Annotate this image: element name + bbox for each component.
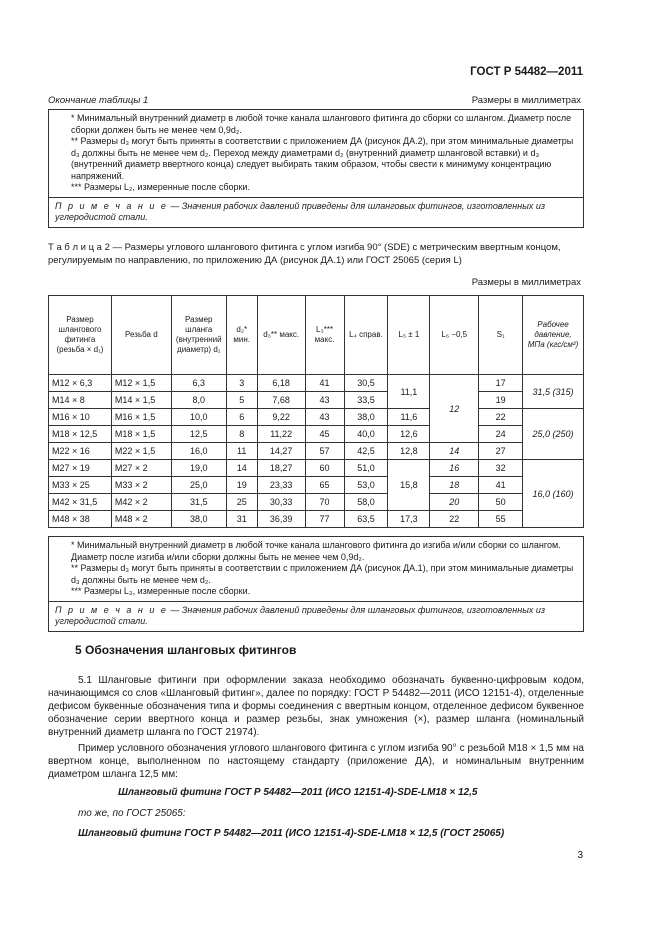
table-cell: 41 xyxy=(479,477,523,494)
table-cell: 63,5 xyxy=(344,511,388,528)
table2-header-cell: d₃** макс. xyxy=(257,296,305,375)
table-cell: 57 xyxy=(305,443,344,460)
table-cell: 24 xyxy=(479,426,523,443)
table1-footnotes xyxy=(49,110,583,197)
table-cell: 15,8 xyxy=(388,460,430,511)
table-cell: 55 xyxy=(479,511,523,528)
table2-header-cell: Размер шланга (внутренний диаметр) d₁ xyxy=(171,296,226,375)
table-cell: M48 × 38 xyxy=(49,511,112,528)
table2-footnotes xyxy=(49,537,583,601)
table-cell: 3 xyxy=(226,375,257,392)
table-cell: 11,6 xyxy=(388,409,430,426)
table-cell: 41 xyxy=(305,375,344,392)
table-row xyxy=(49,494,584,511)
table2-caption-text: — Размеры углового шлангового фитинга с углом изгиба 90° (SDE) с метрическим ввертным концом, регулируемым по направлению, по приложению ДА (рисунок ДА.1) или ГОСТ 25065 (серия L) xyxy=(48,242,561,266)
table-cell: 31,5 (315) xyxy=(523,375,584,409)
table2-header-cell: S₁ xyxy=(479,296,523,375)
table-cell: 16 xyxy=(430,460,479,477)
table-row xyxy=(49,409,584,426)
table2-header-cell: L₄ справ. xyxy=(344,296,388,375)
table2-header-cell: d₂* мин. xyxy=(226,296,257,375)
table1-footnote-3: *** Размеры L₂, измеренные после сборки. xyxy=(71,182,250,192)
table-cell: 16,0 (160) xyxy=(523,460,584,528)
table-cell: 40,0 xyxy=(344,426,388,443)
table2-caption xyxy=(48,241,584,267)
table-cell: M27 × 19 xyxy=(49,460,112,477)
table-cell: 17,3 xyxy=(388,511,430,528)
table-cell: 18 xyxy=(430,477,479,494)
table2 xyxy=(48,295,584,528)
table-cell: 17 xyxy=(479,375,523,392)
table-cell: 8 xyxy=(226,426,257,443)
designation-example-intro: то же, по ГОСТ 25065: xyxy=(78,808,186,819)
table2-units: Размеры в миллиметрах xyxy=(471,277,581,288)
table-cell: 8,0 xyxy=(171,392,226,409)
table-cell: 14,27 xyxy=(257,443,305,460)
table2-footnote-1: * Минимальный внутренний диаметр в любой точке канала шлангового фитинга до изгиба и/или сборки со шлангом. Диаметр после изгиба и/или сборки должны быть не менее чем 0,9d₂. xyxy=(71,540,561,562)
table-cell: M14 × 1,5 xyxy=(111,392,171,409)
table-cell: 25 xyxy=(226,494,257,511)
page-number: 3 xyxy=(577,850,583,861)
table-cell: 53,0 xyxy=(344,477,388,494)
table-cell: M33 × 2 xyxy=(111,477,171,494)
table-cell: 27 xyxy=(479,443,523,460)
table-cell: 5 xyxy=(226,392,257,409)
designation-example: Шланговый фитинг ГОСТ Р 54482—2011 (ИСО 12151-4)-SDE-LM18 × 12,5 xyxy=(118,787,478,798)
table-cell: 12 xyxy=(430,375,479,443)
table-cell: 19 xyxy=(226,477,257,494)
section-title: 5 Обозначения шланговых фитингов xyxy=(75,643,297,657)
table1-footnote-2: ** Размеры d₃ могут быть приняты в соответствии с приложением ДА (рисунок ДА.2), при этом минимальные диаметры d₃ должны быть не менее чем d₂. Переход между диаметрами d₂ (внутренний диаметр шланговой вставки) и d₃ (внутренний диаметр ввертного конца) следует выбирать таким образом, чтобы свести к минимуму концентрацию напряжений. xyxy=(71,136,574,181)
table-cell: 6,3 xyxy=(171,375,226,392)
table-cell: M12 × 1,5 xyxy=(111,375,171,392)
table2-header-cell: Резьба d xyxy=(111,296,171,375)
table2-header-cell: L₃*** макс. xyxy=(305,296,344,375)
table-cell: M42 × 31,5 xyxy=(49,494,112,511)
table-cell: 16,0 xyxy=(171,443,226,460)
table-cell: M27 × 2 xyxy=(111,460,171,477)
table-cell: 14 xyxy=(226,460,257,477)
table-cell: M16 × 10 xyxy=(49,409,112,426)
table-cell: M18 × 12,5 xyxy=(49,426,112,443)
table-row xyxy=(49,392,584,409)
table-cell: 50 xyxy=(479,494,523,511)
table2-footnote-3: *** Размеры L₃, измеренные после сборки. xyxy=(71,586,251,596)
table-cell: 12,8 xyxy=(388,443,430,460)
table-cell: 22 xyxy=(430,511,479,528)
table1-note xyxy=(49,197,583,227)
table2-header-cell: L₆ −0,5 xyxy=(430,296,479,375)
table-cell: 12,5 xyxy=(171,426,226,443)
table1-footnote-1: * Минимальный внутренний диаметр в любой точке канала шлангового фитинга до сборки со шлангом. Диаметр после сборки должен быть не менее чем 0,9d₂. xyxy=(71,113,572,135)
table-cell: 11,1 xyxy=(388,375,430,409)
table-cell: 58,0 xyxy=(344,494,388,511)
table-cell: M18 × 1,5 xyxy=(111,426,171,443)
table-cell: 60 xyxy=(305,460,344,477)
table2-caption-label: Т а б л и ц а 2 xyxy=(48,242,110,253)
table-cell: 7,68 xyxy=(257,392,305,409)
table-cell: M33 × 25 xyxy=(49,477,112,494)
table-cell: 18,27 xyxy=(257,460,305,477)
table-cell: 38,0 xyxy=(344,409,388,426)
table-cell: 65 xyxy=(305,477,344,494)
table-row xyxy=(49,511,584,528)
table-cell: 20 xyxy=(430,494,479,511)
table-cell: 25,0 xyxy=(171,477,226,494)
table2-note xyxy=(49,601,583,631)
designation-example-gost: Шланговый фитинг ГОСТ Р 54482—2011 (ИСО 12151-4)-SDE-LM18 × 12,5 (ГОСТ 25065) xyxy=(78,828,505,839)
table1-continuation-caption: Окончание таблицы 1 xyxy=(48,95,149,106)
table2-header-cell: Рабочее давление, МПа (кгс/см²) xyxy=(523,296,584,375)
table-cell: 77 xyxy=(305,511,344,528)
table-cell: M16 × 1,5 xyxy=(111,409,171,426)
table1-footnotes-box xyxy=(48,109,584,228)
table-cell: 11 xyxy=(226,443,257,460)
paragraph-5-1: 5.1 Шланговые фитинги при оформлении заказа необходимо обозначать буквенно-цифровым кодом, начинающимся со слов «Шланговый фитинг», далее по порядку: ГОСТ Р 54482—2011 (ИСО 12151-4), отделенные дефисом буквенные обозначения типа и формы соединения с ввертным концом, отделенное дефисом буквенное обозначение серии ввертного конца и размер резьбы, знак умножения (×), размер шланга (номинальный внутренний диаметр шланга по ГОСТ 21974). xyxy=(48,675,584,738)
table-cell: M14 × 8 xyxy=(49,392,112,409)
table-cell: M12 × 6,3 xyxy=(49,375,112,392)
table-cell: 38,0 xyxy=(171,511,226,528)
table-cell: 31,5 xyxy=(171,494,226,511)
table2-note-label: П р и м е ч а н и е xyxy=(55,604,168,615)
table-row xyxy=(49,426,584,443)
table-cell: 22 xyxy=(479,409,523,426)
table-cell: 51,0 xyxy=(344,460,388,477)
table-cell: 33,5 xyxy=(344,392,388,409)
table-cell: 43 xyxy=(305,392,344,409)
table-cell: 25,0 (250) xyxy=(523,409,584,460)
table2-footnote-2: ** Размеры d₃ могут быть приняты в соответствии с приложением ДА (рисунок ДА.1), при этом минимальные диаметры d₃ должны быть не менее чем d₂. xyxy=(71,563,574,585)
table-row xyxy=(49,443,584,460)
table-row xyxy=(49,375,584,392)
table-cell: 30,5 xyxy=(344,375,388,392)
table-cell: 14 xyxy=(430,443,479,460)
document-id: ГОСТ Р 54482—2011 xyxy=(470,66,583,78)
table-cell: 9,22 xyxy=(257,409,305,426)
table-cell: 6 xyxy=(226,409,257,426)
table2-note-text: — Значения рабочих давлений приведены для шланговых фитингов, изготовленных из углеродистой стали. xyxy=(55,604,546,626)
table2-header-row xyxy=(49,296,584,375)
table-row xyxy=(49,460,584,477)
table-cell: 43 xyxy=(305,409,344,426)
table2-header-cell: L₅ ± 1 xyxy=(388,296,430,375)
table-cell: 19,0 xyxy=(171,460,226,477)
table-cell: M48 × 2 xyxy=(111,511,171,528)
table-row xyxy=(49,477,584,494)
table-cell: 36,39 xyxy=(257,511,305,528)
table-cell: 12,6 xyxy=(388,426,430,443)
table-cell: 10,0 xyxy=(171,409,226,426)
table-cell: M22 × 16 xyxy=(49,443,112,460)
table-cell: 32 xyxy=(479,460,523,477)
table2-header-cell: Размер шлангового фитинга (резьба × d₁) xyxy=(49,296,112,375)
table-cell: M22 × 1,5 xyxy=(111,443,171,460)
table-cell: 31 xyxy=(226,511,257,528)
table-cell: 45 xyxy=(305,426,344,443)
table-cell: 19 xyxy=(479,392,523,409)
table-cell: 6,18 xyxy=(257,375,305,392)
table-cell: M42 × 2 xyxy=(111,494,171,511)
table1-note-label: П р и м е ч а н и е xyxy=(55,200,168,211)
table-cell: 23,33 xyxy=(257,477,305,494)
table2-footnotes-box xyxy=(48,536,584,632)
table1-units: Размеры в миллиметрах xyxy=(471,95,581,106)
table-cell: 70 xyxy=(305,494,344,511)
paragraph-example: Пример условного обозначения углового шлангового фитинга с углом изгиба 90° с резьбой M18 × 1,5 мм на ввертном конце, выполненном по настоящему стандарту (приложение ДА), и номинальным внутренним диаметром шланга 12,5 мм: xyxy=(48,743,584,780)
table-cell: 42,5 xyxy=(344,443,388,460)
table-cell: 11,22 xyxy=(257,426,305,443)
table1-note-text: — Значения рабочих давлений приведены для шланговых фитингов, изготовленных из углеродистой стали. xyxy=(55,200,546,222)
table-cell: 30,33 xyxy=(257,494,305,511)
